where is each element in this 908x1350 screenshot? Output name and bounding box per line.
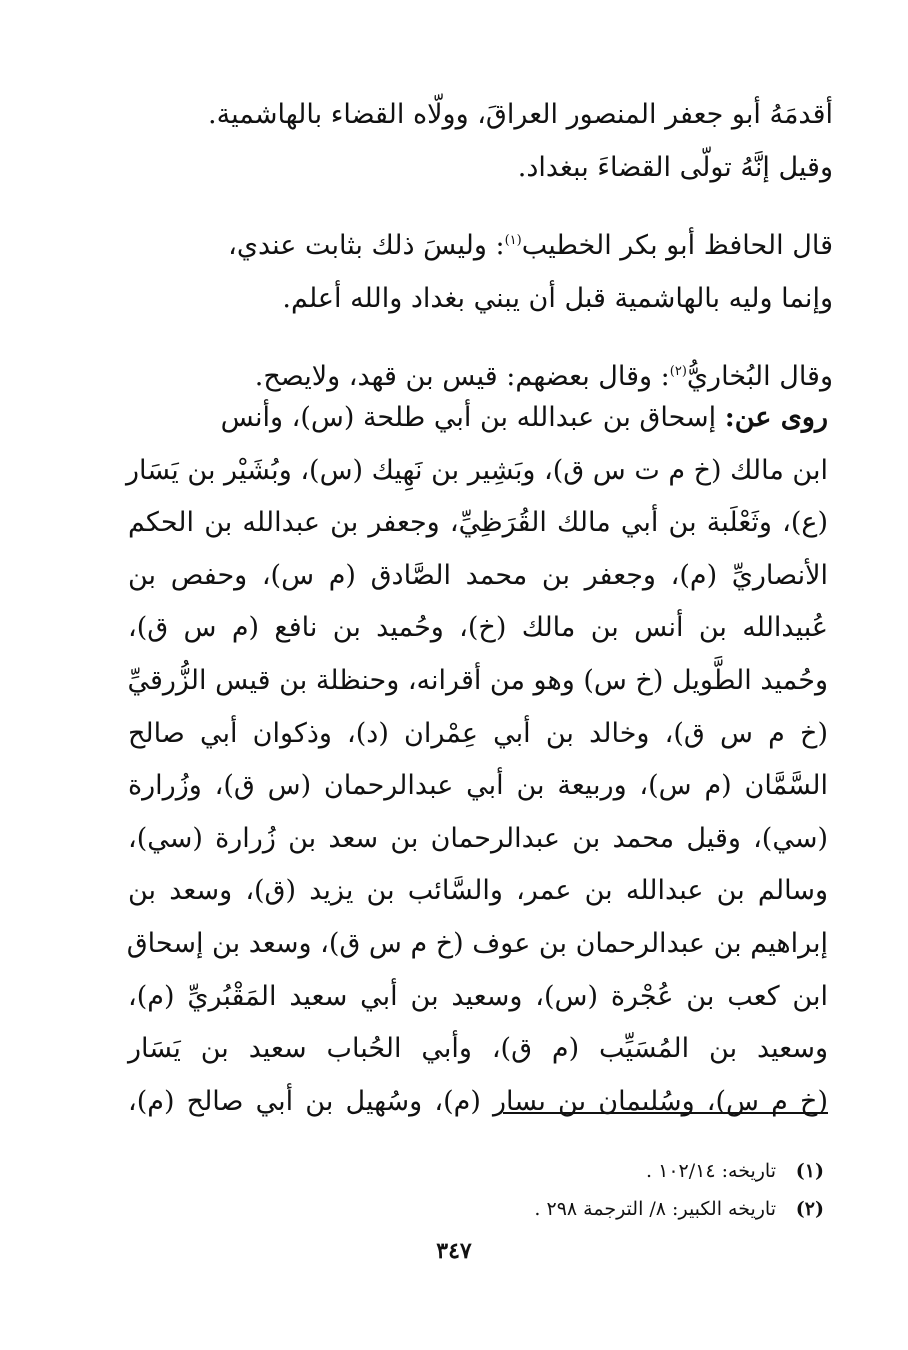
- text-line: وسعيد بن المُسَيِّب (م ق)، وأبي الحُباب سعيد بن يَسَار: [128, 1033, 828, 1065]
- footnote-number: (٢): [795, 1198, 824, 1220]
- intro-line-1: أقدمَهُ أبو جعفر المنصور العراقَ، وولّاه القضاء بالهاشمية.: [208, 99, 833, 130]
- footnote-text: تاريخه: ١٠٢/١٤ .: [646, 1160, 776, 1182]
- intro-line-2: وقيل إنَّهُ تولّى القضاءَ ببغداد.: [517, 152, 833, 183]
- text-line: (سي)، وقيل محمد بن عبدالرحمان بن سعد بن زُرارة (سي)،: [128, 822, 828, 854]
- footnote-divider: [503, 1112, 828, 1114]
- text-line-content: إسحاق بن عبدالله بن أبي طلحة (س)، وأنس: [220, 402, 725, 433]
- footnote-text: تاريخه الكبير: ٨/ الترجمة ٢٩٨ .: [534, 1198, 776, 1220]
- paragraph-gap: [133, 325, 833, 345]
- narrated-from-paragraph: [125, 392, 828, 1128]
- paragraph-gap: [133, 194, 833, 214]
- footnote-number: (١): [795, 1160, 824, 1182]
- text-line: (خ م س)، وسُليمان بن يسار (م)، وسُهيل بن أبي صالح (م)،: [128, 1085, 828, 1117]
- narrated-from-heading: روى عن:: [724, 402, 828, 433]
- intro-paragraphs: [133, 88, 833, 403]
- text-line: إبراهيم بن عبدالرحمان بن عوف (خ م س ق)، وسعد بن إسحاق: [126, 927, 828, 959]
- text-line: (خ م س ق)، وخالد بن أبي عِمْران (د)، وذكوان أبي صالح: [128, 717, 828, 749]
- text-line: وسالم بن عبدالله بن عمر، والسَّائب بن يزيد (ق)، وسعد بن: [128, 875, 828, 907]
- text-line: (ع)، وثَعْلَبة بن أبي مالك القُرَظِيِّ، وجعفر بن عبدالله بن الحكم: [128, 507, 828, 539]
- khatib-text-b: : وليسَ ذلك بثابت عندي،: [228, 230, 505, 261]
- text-line: وحُميد الطَّويل (خ س) وهو من أقرانه، وحنظلة بن قيس الزُّرقيِّ: [127, 664, 828, 696]
- text-line: ابن مالك (خ م ت س ق)، وبَشِير بن نَهِيك (س)، وبُشَيْر بن يَسَار: [125, 454, 828, 486]
- text-line: السَّمَّان (م س)، وربيعة بن أبي عبدالرحمان (س ق)، وزُرارة: [128, 770, 828, 802]
- khatib-line-1: [133, 214, 833, 272]
- footnote-marker-2: (٢): [669, 364, 687, 379]
- text-line: الأنصاريِّ (م)، وجعفر بن محمد الصَّادق (م س)، وحفص بن: [128, 559, 828, 591]
- text-line: [128, 392, 828, 445]
- footnotes: [124, 1152, 824, 1228]
- bukhari-text-b: : وقال بعضهم: قيس بن قهد، ولايصح.: [254, 361, 670, 392]
- khatib-text-a: قال الحافظ أبو بكر الخطيب: [521, 230, 833, 261]
- khatib-line-2: وإنما وليه بالهاشمية قبل أن يبني بغداد والله أعلم.: [282, 283, 833, 314]
- page-number: ٣٤٧: [436, 1238, 472, 1264]
- text-line: ابن كعب بن عُجْرة (س)، وسعيد بن أبي سعيد المَقْبُريِّ (م)،: [128, 980, 828, 1012]
- footnote: [124, 1190, 824, 1228]
- bukhari-text-a: وقال البُخاريُّ: [686, 361, 833, 392]
- footnote: [124, 1152, 824, 1190]
- footnote-marker-1: (١): [504, 233, 522, 248]
- text-line: عُبيدالله بن أنس بن مالك (خ)، وحُميد بن نافع (م س ق)،: [128, 612, 828, 644]
